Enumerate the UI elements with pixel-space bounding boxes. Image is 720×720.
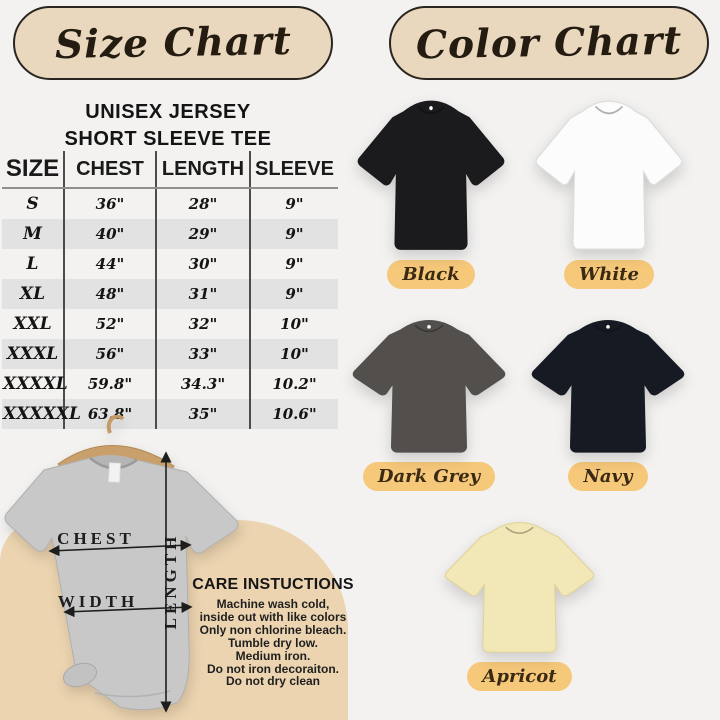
size-cell: XXXXL — [3, 374, 68, 394]
measurement-cell: 10.6" — [250, 399, 338, 429]
color-name: Black — [402, 264, 460, 285]
chest-measure-label: CHEST — [57, 529, 135, 548]
size-row-m — [2, 219, 338, 249]
size-cell: L — [26, 254, 39, 274]
measurement-cell: 28" — [156, 188, 250, 219]
width-measure-label: WIDTH — [57, 592, 139, 611]
size-row-xxxxl — [2, 369, 338, 399]
size-cell: M — [23, 224, 42, 244]
measurement-cell: 10" — [250, 309, 338, 339]
color-name-badge — [363, 462, 495, 491]
size-cell: S — [26, 194, 39, 214]
size-cell: XXXL — [6, 344, 59, 364]
color-chart-title: Color Chart — [415, 17, 683, 69]
care-line: Do not dry clean — [225, 674, 320, 689]
measurement-cell: 35" — [156, 399, 250, 429]
care-line: Medium iron. — [235, 648, 311, 663]
tshirt-image — [356, 96, 506, 257]
measurement-cell: 32" — [156, 309, 250, 339]
product-title — [0, 99, 336, 153]
color-swatch-navy — [529, 316, 687, 491]
measurement-cell: 36" — [64, 188, 156, 219]
measurement-cell: 52" — [64, 309, 156, 339]
color-name: Apricot — [482, 666, 557, 687]
neck-loop-dot — [606, 325, 610, 329]
measurement-cell: 56" — [64, 339, 156, 369]
color-swatch-white — [533, 96, 685, 289]
measurement-cell: 44" — [64, 249, 156, 279]
care-instructions — [188, 576, 358, 688]
care-line: Do not iron decoraiton. — [207, 661, 339, 676]
color-swatch-black — [355, 96, 507, 289]
size-row-xl — [2, 279, 338, 309]
color-swatch-apricot — [442, 518, 597, 691]
column-header-length: LENGTH — [156, 151, 250, 188]
measurement-cell: 48" — [64, 279, 156, 309]
tshirt-image — [351, 316, 507, 459]
care-line: inside out with like colors — [199, 609, 347, 624]
measurement-cell: 40" — [64, 219, 156, 249]
size-chart-table — [2, 151, 338, 429]
care-line: Tumble dry low. — [227, 635, 318, 650]
size-row-xxl — [2, 309, 338, 339]
size-table-body — [2, 188, 338, 429]
size-table-header-row — [2, 151, 338, 188]
measurement-cell: 33" — [156, 339, 250, 369]
column-header-size: SIZE — [2, 151, 64, 188]
care-line: Machine wash cold, — [216, 597, 330, 611]
tshirt-image — [534, 96, 684, 257]
color-name: White — [579, 264, 639, 285]
measurement-cell: 63.8" — [64, 399, 156, 429]
length-measure-label: LENGTH — [161, 532, 180, 630]
color-swatch-dark-grey — [350, 316, 508, 491]
size-cell: XL — [19, 284, 46, 304]
color-name-badge — [564, 260, 654, 289]
care-lines — [188, 598, 358, 688]
measurement-cell: 59.8" — [64, 369, 156, 399]
column-header-sleeve: SLEEVE — [250, 151, 338, 188]
color-name: Navy — [583, 466, 633, 487]
measurement-cell: 9" — [250, 279, 338, 309]
color-name: Dark Grey — [377, 466, 481, 487]
measurement-cell: 9" — [250, 249, 338, 279]
size-cell: XXXXXL — [3, 404, 81, 424]
measurement-cell: 29" — [156, 219, 250, 249]
neck-loop-dot — [429, 106, 432, 110]
column-header-chest: CHEST — [64, 151, 156, 188]
measurement-cell: 10.2" — [250, 369, 338, 399]
care-line: Only non chlorine bleach. — [199, 622, 347, 637]
product-title-line1: UNISEX JERSEY — [85, 101, 251, 123]
color-name-badge — [467, 662, 571, 691]
measurement-cell: 34.3" — [156, 369, 250, 399]
measurement-cell: 9" — [250, 219, 338, 249]
measurement-cell: 9" — [250, 188, 338, 219]
measurement-cell: 30" — [156, 249, 250, 279]
size-row-s — [2, 188, 338, 219]
color-name-badge — [568, 462, 647, 491]
size-chart-title: Size Chart — [54, 17, 292, 69]
size-chart-header-pill — [13, 6, 333, 80]
size-row-xxxl — [2, 339, 338, 369]
color-name-badge — [387, 260, 474, 289]
product-title-line2: SHORT SLEEVE TEE — [64, 128, 272, 150]
measurement-cell: 10" — [250, 339, 338, 369]
care-instructions-title: CARE INSTUCTIONS — [192, 576, 354, 593]
neck-loop-dot — [427, 325, 431, 329]
tshirt-image — [530, 316, 686, 459]
measurement-cell: 31" — [156, 279, 250, 309]
size-row-l — [2, 249, 338, 279]
size-cell: XXL — [13, 314, 52, 334]
color-chart-header-pill — [389, 6, 709, 80]
tshirt-image — [443, 518, 596, 659]
